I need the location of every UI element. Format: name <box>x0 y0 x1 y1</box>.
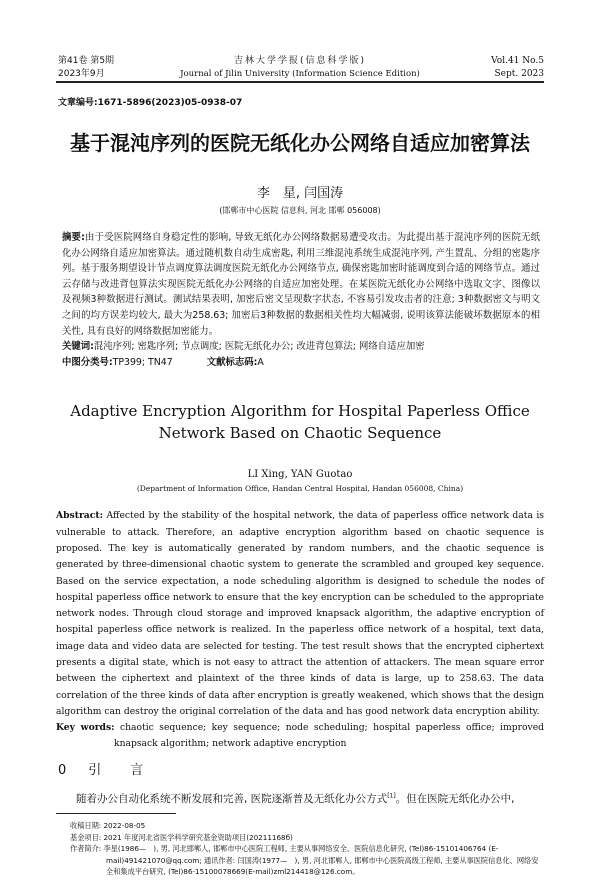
keywords-cn-text: 混沌序列; 密匙序列; 节点调度; 医院无纸化办公; 改进背包算法; 网络自适应加密 <box>93 341 425 353</box>
vol-cn: 第41卷 第5期 <box>58 56 115 66</box>
footnote-received: 收稿日期: 2022-08-05 <box>70 821 146 831</box>
volume-issue-en <box>491 55 544 81</box>
intro-text: 随着办公自动化系统不断发展和完善, 医院逐渐普及无纸化办公方式 <box>76 793 388 806</box>
journal-name <box>170 55 430 81</box>
abstract-cn-label: 摘要: <box>62 232 85 243</box>
keywords-en <box>56 720 544 752</box>
footnotes <box>70 820 544 878</box>
header-rule <box>56 81 544 83</box>
affiliation-en: (Department of Information Office, Handan Central Hospital, Handan 056008, China) <box>136 484 464 494</box>
journal-cn: 吉林大学学报(信息科学版) <box>233 56 367 66</box>
abstract-en-label: Abstract: <box>56 510 103 522</box>
keywords-cn-label: 关键词: <box>62 341 94 353</box>
clc-label: 中图分类号: <box>62 356 113 368</box>
date-en: Sept. 2023 <box>494 69 544 79</box>
abstract-cn-text: 由于受医院网络自身稳定性的影响, 导致无纸化办公网络数据易遭受攻击。为此提出基于混沌序列的医院无纸化办公网络自适应加密算法。通过随机数自动生成密匙, 利用三维混沌系统生成混沌序列, 产生置乱、分组的密匙序列。基于服务期望设计节点调度算法调度医院无纸化办公网络节点, 确保密匙加密时能调度到合适的网络节点。通过云存储与改进背包算法实现医院无纸化办公网络的自适应加密处理。在某医院无纸化办公网络中选取文字、图像以及视频3种数据进行测试。测试结果表明, 加密后密文呈现数字状态, 不容易引发攻击者的注意; 3种数据密文与明文之间的均方误差均较大, 最大为258.63; 加密后3种数据的数据相关性均大幅减弱, 说明该算法能破坏数据原本的相关性, 具有良好的网络数据加密能力。 <box>62 232 540 337</box>
abstract-en-text: Affected by the stability of the hospital network, the data of paperless office network data is vulnerable to attack. Therefore, an adaptive encryption algorithm based on chaotic sequence is proposed. The key is automatically generated by random numbers, and the chaotic sequence is generated by three-dimensional chaotic system to generate the scrambled and grouped key sequence. Based on the service expectation, a node scheduling algorithm is designed to schedule the nodes of hospital paperless office network to ensure that the key encryption can be scheduled to the appropriate network nodes. Through cloud storage and improved knapsack algorithm, the adaptive encryption of hospital paperless office network is realized. In the paperless office network of a hospital, text data, image data and video data are selected for testing. The test result shows that the encrypted ciphertext presents a digital state, which is not easy to attract the attention of attackers. The mean square error between the ciphertext and plaintext of the three kinds of data is large, up to 258.63. The data correlation of the three kinds of data after encryption is greatly weakened, which shows that the design algorithm can destroy the original correlation of the data and has good network data encryption ability. <box>56 510 544 717</box>
article-number: 文章编号:1671-5896(2023)05-0938-07 <box>58 98 243 108</box>
abstract-en <box>56 508 544 720</box>
doc-code-value: A <box>257 356 264 368</box>
title-cn: 基于混沌序列的医院无纸化办公网络自适应加密算法 <box>70 131 530 155</box>
classification <box>62 355 540 371</box>
doc-code-label: 文献标志码: <box>206 356 258 368</box>
journal-en: Journal of Jilin University (Information Science Edition) <box>180 69 420 79</box>
intro-paragraph <box>56 792 544 807</box>
vol-en: Vol.41 No.5 <box>491 56 544 66</box>
intro-text-tail: 。但在医院无纸化办公中, <box>395 793 515 806</box>
volume-issue-cn <box>58 55 114 81</box>
title-en-line-2: Network Based on Chaotic Sequence <box>158 424 442 443</box>
title-en-line-1: Adaptive Encryption Algorithm for Hospital Paperless Office <box>70 402 530 421</box>
article-body <box>56 95 544 888</box>
keywords-cn <box>62 339 540 355</box>
date-cn: 2023年9月 <box>58 69 105 79</box>
abstract-cn <box>62 230 540 339</box>
section-title: 引 言 <box>88 763 152 779</box>
footnote-rule <box>56 813 176 814</box>
affiliation-cn: (邯郸市中心医院 信息科, 河北 邯郸 056008) <box>219 206 381 215</box>
title-en <box>56 400 544 444</box>
authors-en: LI Xing, YAN Guotao <box>247 469 353 481</box>
section-heading <box>58 762 544 780</box>
keywords-en-text: chaotic sequence; key sequence; node scheduling; hospital paperless office; improved knapsack algorithm; network adaptive encryption <box>114 722 545 750</box>
footnote-authors: 作者简介: 李星(1986— ), 男, 河北邯郸人, 邯郸市中心医院工程师, 主要从事网络安全、医院信息化研究, (Tel)86-15101406764 (E-mail)491421070@qq.com; 通讯作者: 闫国涛(1977— ), 男, 河北邯郸人, 邯郸市中心医院高级工程师, 主要从事医院信息化、网络安全和集成平台研究, (Tel)86-15100078669(E-mail)zml214418@126.com。 <box>70 844 539 877</box>
keywords-en-label: Key words: <box>56 722 115 734</box>
clc-value: TP399; TN47 <box>112 356 173 368</box>
footnote-fund: 基金项目: 2021 年度河北省医学科学研究基金资助项目(20211168б) <box>70 832 293 842</box>
authors-cn: 李 星, 闫国涛 <box>256 186 344 201</box>
citation-ref[interactable]: [1] <box>387 792 396 800</box>
section-number: 0 <box>58 763 67 779</box>
